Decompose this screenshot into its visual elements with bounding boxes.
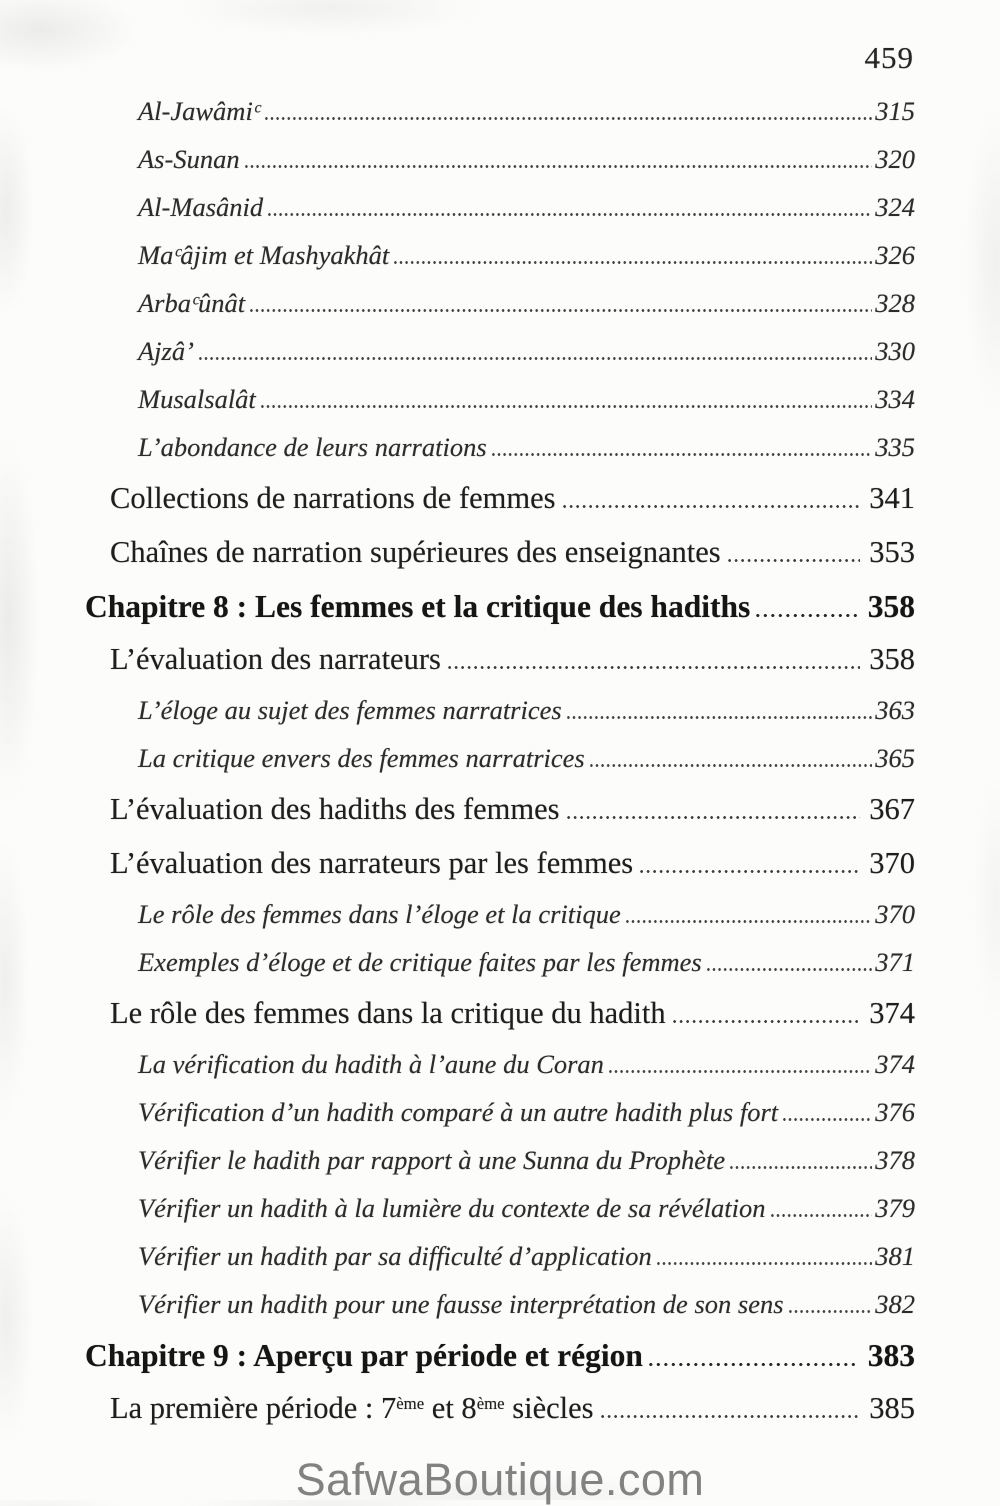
toc-entry-page: 365: [875, 743, 915, 773]
toc-entry-page: 330: [875, 336, 915, 366]
toc-entry-label: Collections de narrations de femmes: [110, 481, 556, 515]
toc-entry-page: 379: [875, 1193, 915, 1223]
toc-entry-label: Vérification d’un hadith comparé à un autre hadith plus fort: [138, 1097, 779, 1127]
toc-entry-page: 376: [875, 1097, 915, 1127]
dot-leader: [730, 1166, 872, 1169]
toc-entry-page: 324: [875, 192, 915, 222]
toc-entry-label: Al-Jawâmiᶜ: [138, 96, 260, 126]
toc-entry-page: 334: [875, 384, 915, 414]
toc-entry: [85, 144, 915, 175]
toc-entry-label-run: siècles: [504, 1391, 594, 1425]
toc-entry: [85, 432, 915, 463]
toc-entry: [85, 899, 915, 930]
toc-entry: [85, 336, 915, 367]
toc-entry-label: Musalsalât: [138, 384, 256, 414]
toc-entry: [85, 96, 915, 127]
toc-entry-label: Ajzâ’: [138, 336, 194, 366]
toc-entry: [85, 1097, 915, 1128]
toc-entry-page: 363: [875, 695, 915, 725]
toc-entry-page: 370: [869, 846, 915, 880]
ordinal-superscript: ème: [396, 1394, 425, 1414]
dot-leader: [567, 716, 873, 719]
toc-entry-label: Maᶜâjim et Mashyakhât: [138, 240, 390, 270]
dot-leader: [657, 1262, 872, 1265]
toc-entry-page: 382: [875, 1289, 915, 1319]
toc-entry-label: Vérifier un hadith pour une fausse interprétation de son sens: [138, 1289, 784, 1319]
page-number: 459: [864, 40, 914, 75]
dot-leader: [250, 309, 872, 312]
dot-leader: [601, 1415, 861, 1418]
toc-entry-label: L’évaluation des narrateurs par les femmes: [110, 846, 634, 880]
toc-entry-label: L’évaluation des hadiths des femmes: [110, 792, 560, 826]
toc-entry-label: Le rôle des femmes dans l’éloge et la critique: [138, 899, 621, 929]
table-of-contents: [85, 96, 915, 1449]
dot-leader: [649, 1363, 858, 1366]
toc-entry-label: Vérifier un hadith à la lumière du contexte de sa révélation: [138, 1193, 766, 1223]
toc-entry-label: L’éloge au sujet des femmes narratrices: [138, 695, 562, 725]
toc-entry-label-run: et 8: [424, 1391, 477, 1425]
toc-entry-label: Vérifier un hadith par sa difficulté d’application: [138, 1241, 652, 1271]
toc-entry-page: 320: [875, 144, 915, 174]
toc-entry-label-run: La première période : 7: [110, 1391, 397, 1425]
toc-entry-label: L’évaluation des narrateurs: [110, 642, 441, 676]
toc-entry-page: 326: [875, 240, 915, 270]
toc-entry: [85, 1145, 915, 1176]
toc-entry-label: Chaînes de narration supérieures des enseignantes: [110, 535, 721, 569]
toc-entry-label: L’abondance de leurs narrations: [138, 432, 487, 462]
dot-leader: [199, 357, 872, 360]
toc-entry-label: Arbaᶜûnât: [138, 288, 246, 318]
watermark: SafwaBoutique.com: [295, 1454, 705, 1505]
toc-entry: [85, 641, 915, 677]
toc-entry: [85, 1337, 915, 1374]
dot-leader: [783, 1118, 872, 1121]
dot-leader: [673, 1020, 861, 1023]
toc-entry: [85, 845, 915, 881]
toc-entry-page: 370: [875, 899, 915, 929]
toc-entry: [85, 791, 915, 827]
toc-entry: [85, 480, 915, 516]
toc-entry: [85, 384, 915, 415]
toc-entry: [85, 695, 915, 726]
toc-entry-label: Exemples d’éloge et de critique faites par les femmes: [138, 947, 702, 977]
toc-entry-page: 315: [875, 96, 915, 126]
toc-entry-label: La vérification du hadith à l’aune du Coran: [138, 1049, 604, 1079]
toc-entry-label: La critique envers des femmes narratrices: [138, 743, 585, 773]
dot-leader: [640, 870, 860, 873]
dot-leader: [756, 614, 858, 617]
dot-leader: [728, 559, 861, 562]
toc-entry-label: Vérifier le hadith par rapport à une Sunna du Prophète: [138, 1145, 726, 1175]
toc-entry-page: 328: [875, 288, 915, 318]
toc-entry-page: 353: [869, 535, 915, 569]
toc-entry-label: Al-Masânid: [138, 192, 264, 222]
toc-entry: [85, 947, 915, 978]
toc-entry: [85, 588, 915, 625]
toc-entry-page: 383: [867, 1338, 915, 1373]
dot-leader: [394, 261, 872, 264]
dot-leader: [771, 1214, 873, 1217]
toc-entry: [85, 995, 915, 1031]
toc-entry-label: Chapitre 9 : Aperçu par période et région: [85, 1338, 643, 1373]
toc-entry-page: 335: [875, 432, 915, 462]
dot-leader: [448, 666, 860, 669]
toc-entry-page: 374: [869, 996, 915, 1030]
toc-entry-page: 358: [869, 642, 915, 676]
dot-leader: [707, 968, 873, 971]
toc-entry-label: Chapitre 8 : Les femmes et la critique des hadiths: [85, 589, 751, 624]
toc-entry-label: Le rôle des femmes dans la critique du hadith: [110, 996, 666, 1030]
toc-entry-page: 385: [869, 1391, 915, 1425]
dot-leader: [567, 816, 861, 819]
toc-entry-page: 378: [875, 1145, 915, 1175]
toc-entry: [85, 1390, 915, 1431]
toc-entry: [85, 1289, 915, 1320]
dot-leader: [609, 1070, 872, 1073]
toc-entry: [85, 743, 915, 774]
dot-leader: [492, 453, 873, 456]
toc-entry-label: [110, 1390, 594, 1431]
dot-leader: [265, 117, 872, 120]
toc-entry: [85, 534, 915, 570]
dot-leader: [590, 764, 873, 767]
dot-leader: [268, 213, 872, 216]
toc-entry: [85, 192, 915, 223]
toc-entry: [85, 1193, 915, 1224]
toc-entry-page: 341: [869, 481, 915, 515]
toc-entry-page: 381: [875, 1241, 915, 1271]
toc-entry-page: 358: [867, 589, 915, 624]
toc-entry: [85, 1241, 915, 1272]
dot-leader: [245, 165, 873, 168]
dot-leader: [261, 405, 872, 408]
dot-leader: [789, 1310, 873, 1313]
toc-entry-label: As-Sunan: [138, 144, 240, 174]
ordinal-superscript: ème: [476, 1394, 505, 1414]
dot-leader: [563, 505, 861, 508]
toc-entry: [85, 288, 915, 319]
dot-leader: [626, 920, 872, 923]
toc-entry: [85, 240, 915, 271]
toc-entry-page: 371: [875, 947, 915, 977]
toc-entry-page: 374: [875, 1049, 915, 1079]
toc-entry-page: 367: [869, 792, 915, 826]
toc-entry: [85, 1049, 915, 1080]
